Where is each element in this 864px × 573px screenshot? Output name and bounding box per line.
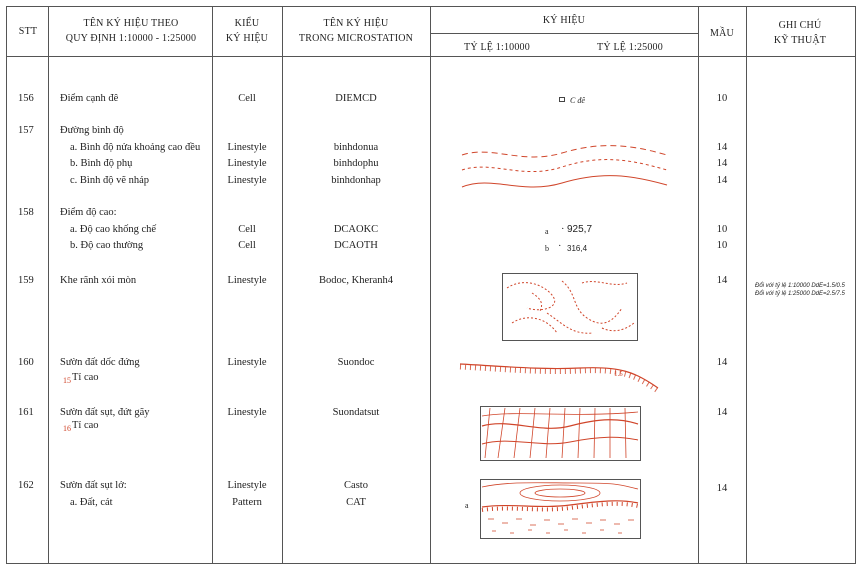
col-line-4 [430,6,431,564]
row-156-type: Cell [238,93,256,104]
row-162a-type: Pattern [232,497,262,508]
row-162-type: Linestyle [227,480,267,491]
row-162-name: Sườn đất sụt lở: [60,480,127,491]
header-name-1: TÊN KÝ HIỆU THEO [83,18,179,29]
col-line-1 [48,6,49,564]
row-158b-type: Cell [238,240,256,251]
row-158a-type: Cell [238,224,256,235]
steep-slope-symbol [460,360,660,392]
row-157a-type: Linestyle [227,142,267,153]
row-162-ms: Casto [344,480,368,491]
header-note-2: KỸ THUẬT [773,35,827,46]
row-157-name: Đường bình độ [60,125,124,136]
row-158a-sym-value: 925,7 [567,224,593,235]
header-divider [6,56,856,57]
row-159-name: Khe rãnh xói mòn [60,275,137,286]
row-157-stt: 157 [18,125,34,136]
row-161-ms: Suondatsut [332,407,380,418]
row-158a-color: 10 [716,224,728,235]
header-ms-1: TÊN KÝ HIỆU [323,18,389,29]
header-scale-25000: TỶ LỆ 1:25000 [597,42,663,53]
row-162a-sym-letter: a [465,501,469,510]
row-159-stt: 159 [18,275,34,286]
row-162-stt: 162 [18,480,34,491]
sand-slide-symbol [480,479,641,539]
header-color: MẦU [710,28,734,39]
header-note-1: GHI CHÚ [778,20,822,31]
row-157b-ms: binhdophu [333,158,379,169]
header-stt: STT [18,26,38,37]
row-160-stt: 160 [18,357,34,368]
row-156-color: 10 [716,93,728,104]
header-scale-10000: TỶ LỆ 1:10000 [464,42,530,53]
row-157b-name: b. Bình độ phụ [70,158,133,169]
row-160-color: 14 [716,357,728,368]
row-156-ms: DIEMCD [335,93,377,104]
row-161-prefix: 16 [63,424,71,433]
row-157b-color: 14 [716,158,728,169]
row-159-color: 14 [716,275,728,286]
row-160-symbol-label: 1.5 [614,370,623,378]
row-162-color: 14 [716,483,728,494]
row-159-note-1: Đổi với tỷ lệ 1:10000 DdE=1.5/0.5 [755,283,845,289]
row-161-type: Linestyle [227,407,267,418]
col-line-2 [212,6,213,564]
row-158b-ms: DCAOTH [334,240,378,251]
row-159-type: Linestyle [227,275,267,286]
row-158a-sym-dot: · [561,224,565,235]
row-157c-name: c. Bình độ vẽ nháp [70,175,150,186]
contour-lines-symbol [462,145,667,195]
row-158-stt: 158 [18,207,34,218]
col-line-6 [746,6,747,564]
row-162a-ms: CAT [346,497,366,508]
row-160-prefix: 15 [63,376,71,385]
erosion-gully-symbol [502,273,638,341]
row-157a-ms: binhdonua [333,142,379,153]
row-161-sub: Tỉ cao [72,420,99,431]
row-159-note-2: Đổi với tỷ lệ 1:25000 DdE=2.5/7.5 [755,291,845,297]
row-161-name: Sườn đất sụt, đứt gãy [60,407,150,418]
row-158a-sym-letter: a [545,227,549,236]
col-line-3 [282,6,283,564]
header-ms-2: TRONG MICROSTATION [298,33,414,44]
header-symbol: KÝ HIỆU [542,15,586,26]
levee-point-symbol [559,97,565,102]
row-158b-sym-value: 316,4 [567,244,588,253]
row-161-color: 14 [716,407,728,418]
header-type-1: KIỂU [234,18,260,29]
row-158b-sym-letter: b [545,244,549,253]
row-157c-ms: binhdonhap [331,175,381,186]
landslide-fault-symbol [480,406,641,461]
row-157a-color: 14 [716,142,728,153]
col-line-5 [698,6,699,564]
row-157b-type: Linestyle [227,158,267,169]
row-161-stt: 161 [18,407,34,418]
row-157c-type: Linestyle [227,175,267,186]
symbol-header-divider [430,33,698,34]
row-158-name: Điểm độ cao: [60,207,117,218]
row-156-symbol-label: C đê [570,96,585,105]
row-156-name: Điểm cạnh đê [60,93,119,104]
row-158b-color: 10 [716,240,728,251]
row-158b-name: b. Độ cao thường [70,240,144,251]
header-name-2: QUY ĐỊNH 1:10000 - 1:25000 [65,33,197,44]
header-type-2: KÝ HIỆU [225,33,269,44]
row-158b-sym-dot: · [558,241,562,252]
row-160-sub: Tỉ cao [72,372,99,383]
row-158a-name: a. Độ cao khống chế [70,224,157,235]
row-157c-color: 14 [716,175,728,186]
row-160-name: Sườn đất dốc đứng [60,357,140,368]
row-162a-name: a. Đất, cát [70,497,113,508]
row-160-ms: Suondoc [337,357,375,368]
row-157a-name: a. Bình độ nửa khoảng cao đều [70,142,201,153]
row-156-stt: 156 [18,93,34,104]
row-158a-ms: DCAOKC [333,224,379,235]
row-159-ms: Bodoc, Kheranh4 [318,275,394,286]
row-160-type: Linestyle [227,357,267,368]
